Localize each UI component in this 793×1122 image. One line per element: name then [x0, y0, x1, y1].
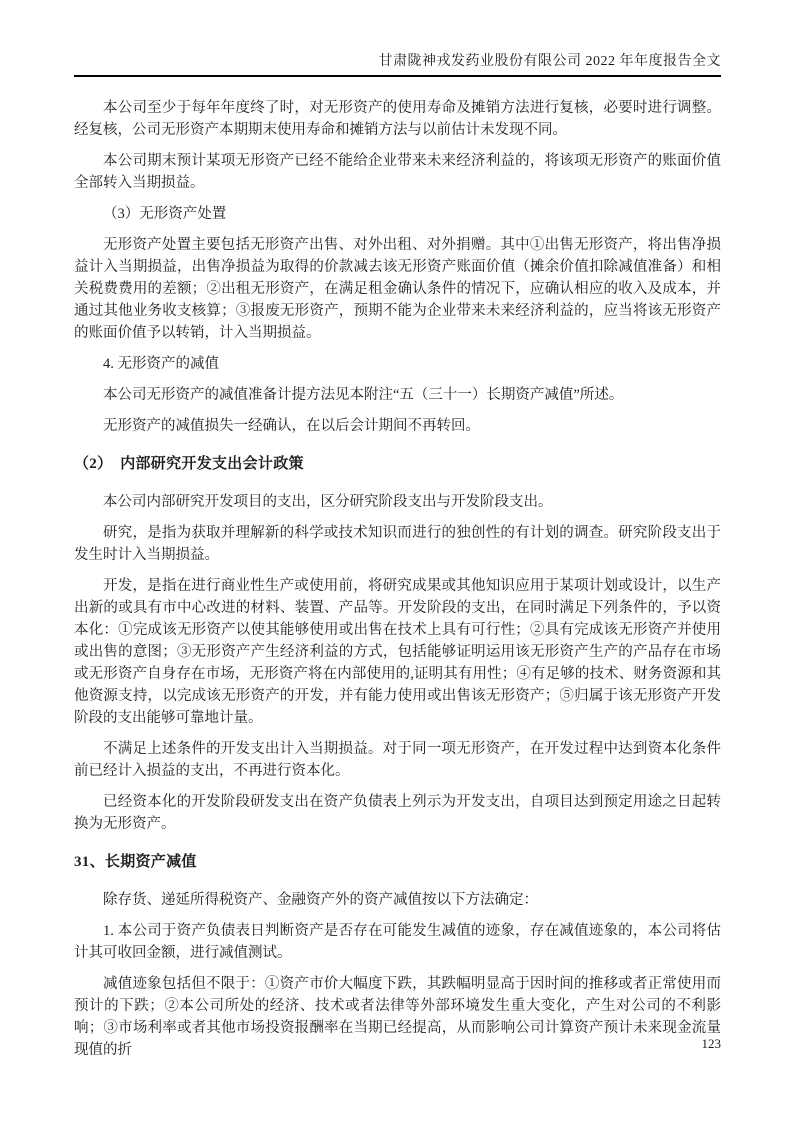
paragraph: 无形资产处置主要包括无形资产出售、对外出租、对外捐赠。其中①出售无形资产，将出售净损益计入当期损益，出售净损益为取得的价款减去该无形资产账面价值（摊余价值扣除减值准备）和相关税费费用的差额；②出租无形资产，在满足租金确认条件的情况下，应确认相应的收入及成本，并通过其他业务收支核算；③报废无形资产，预期不能为企业带来未来经济利益的，应当将该无形资产的账面价值予以转销，计入当期损益。 — [74, 237, 721, 341]
paragraph: 减值迹象包括但不限于：①资产市价大幅度下跌，其跌幅明显高于因时间的推移或者正常使用而预计的下跌；②本公司所处的经济、技术或者法律等外部环境发生重大变化，产生对公司的不利影响；③市场利率或者其他市场投资报酬率在当期已经提高，从而影响公司计算资产预计未来现金流量现值的折 — [74, 976, 721, 1058]
paragraph: 研究，是指为获取并理解新的科学或技术知识而进行的独创性的有计划的调查。研究阶段支出于发生时计入当期损益。 — [74, 525, 721, 563]
paragraph: 除存货、递延所得税资产、金融资产外的资产减值按以下方法确定： — [103, 892, 538, 908]
paragraph: 本公司期末预计某项无形资产已经不能给企业带来未来经济利益的，将该项无形资产的账面价值全部转入当期损益。 — [74, 153, 721, 191]
page-number: 123 — [701, 1036, 721, 1051]
paragraph: 无形资产的减值损失一经确认，在以后会计期间不再转回。 — [103, 418, 480, 434]
paragraph: 本公司无形资产的减值准备计提方法见本附注“五（三十一）长期资产减值”所述。 — [103, 387, 624, 403]
document-body — [74, 79, 721, 1070]
paragraph: （3）无形资产处置 — [103, 206, 227, 222]
paragraph: 1. 本公司于资产负债表日判断资产是否存在可能发生减值的迹象，存在减值迹象的，本公司将估计其可收回金额，进行减值测试。 — [74, 923, 721, 961]
section-heading: 31、长期资产减值 — [74, 854, 197, 870]
paragraph: 已经资本化的开发阶段研发支出在资产负债表上列示为开发支出，自项目达到预定用途之日起转换为无形资产。 — [74, 794, 721, 832]
paragraph: 4. 无形资产的减值 — [103, 356, 219, 372]
paragraph: 本公司内部研究开发项目的支出，区分研究阶段支出与开发阶段支出。 — [103, 494, 553, 510]
section-heading: （2） 内部研究开发支出会计政策 — [74, 456, 304, 472]
header-title: 甘肃陇神戎发药业股份有限公司 2022 年年度报告全文 — [378, 54, 721, 69]
paragraph: 开发，是指在进行商业性生产或使用前，将研究成果或其他知识应用于某项计划或设计，以生产出新的或具有市中心改进的材料、装置、产品等。开发阶段的支出，在同时满足下列条件的，予以资本化：①完成该无形资产以使其能够使用或出售在技术上具有可行性；②具有完成该无形资产并使用或出售的意图；③无形资产产生经济利益的方式，包括能够证明运用该无形资产生产的产品存在市场或无形资产自身存在市场，无形资产将在内部使用的,证明其有用性；④有足够的技术、财务资源和其他资源支持，以完成该无形资产的开发，并有能力使用或出售该无形资产；⑤归属于该无形资产开发阶段的支出能够可靠地计量。 — [74, 578, 721, 726]
paragraph: 本公司至少于每年年度终了时，对无形资产的使用寿命及摊销方法进行复核，必要时进行调整。经复核，公司无形资产本期期末使用寿命和摊销方法与以前估计未发现不同。 — [74, 100, 721, 138]
page-footer — [702, 1036, 722, 1052]
paragraph: 不满足上述条件的开发支出计入当期损益。对于同一项无形资产，在开发过程中达到资本化条件前已经计入损益的支出，不再进行资本化。 — [74, 741, 721, 779]
page-header — [74, 50, 721, 77]
